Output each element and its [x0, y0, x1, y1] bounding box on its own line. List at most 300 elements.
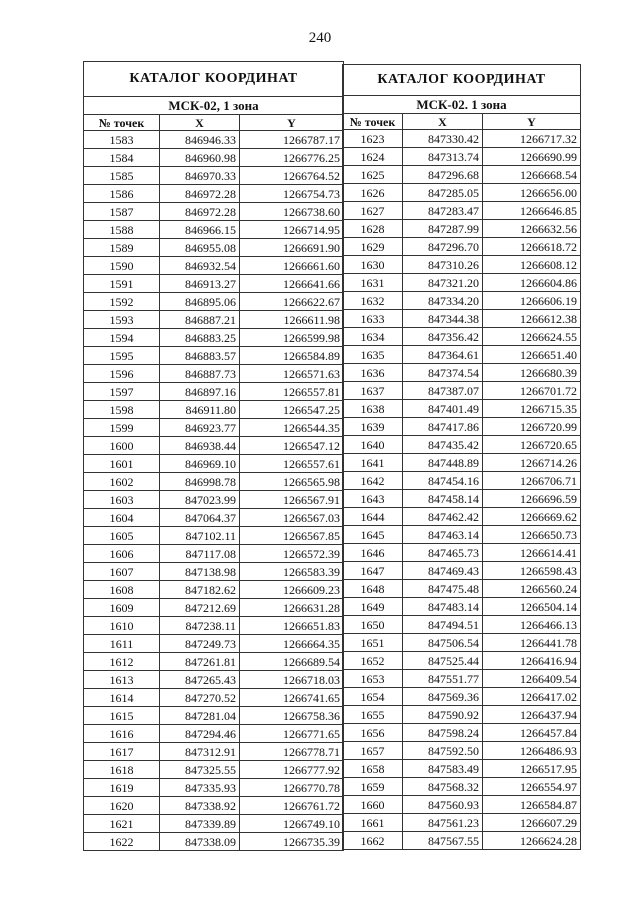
point-number-cell: 1638 [343, 400, 403, 418]
y-coordinate-cell: 1266651.40 [483, 346, 581, 364]
x-coordinate-cell: 847270.52 [160, 689, 240, 707]
point-number-cell: 1628 [343, 220, 403, 238]
point-number-cell: 1655 [343, 706, 403, 724]
point-number-cell: 1586 [84, 185, 160, 203]
x-coordinate-cell: 847064.37 [160, 509, 240, 527]
table-row [84, 131, 344, 149]
y-coordinate-cell: 1266787.17 [240, 131, 344, 149]
table-row [343, 364, 581, 382]
x-coordinate-cell: 847182.62 [160, 581, 240, 599]
y-coordinate-cell: 1266504.14 [483, 598, 581, 616]
x-coordinate-cell: 847283.47 [403, 202, 483, 220]
point-number-cell: 1591 [84, 275, 160, 293]
point-number-cell: 1584 [84, 149, 160, 167]
y-coordinate-cell: 1266680.39 [483, 364, 581, 382]
x-coordinate-cell: 847330.42 [403, 130, 483, 148]
x-coordinate-cell: 846972.28 [160, 185, 240, 203]
table-row [84, 779, 344, 797]
point-number-cell: 1598 [84, 401, 160, 419]
x-coordinate-cell: 847475.48 [403, 580, 483, 598]
y-coordinate-cell: 1266567.03 [240, 509, 344, 527]
point-number-cell: 1597 [84, 383, 160, 401]
point-number-cell: 1629 [343, 238, 403, 256]
coordinate-system-label: МСК-02, 1 зона [84, 97, 344, 115]
point-number-cell: 1630 [343, 256, 403, 274]
table-row [343, 490, 581, 508]
x-coordinate-cell: 847567.55 [403, 832, 483, 850]
table-row [84, 617, 344, 635]
y-coordinate-cell: 1266604.86 [483, 274, 581, 292]
x-coordinate-cell: 847374.54 [403, 364, 483, 382]
point-number-cell: 1594 [84, 329, 160, 347]
table-row [84, 401, 344, 419]
y-coordinate-cell: 1266437.94 [483, 706, 581, 724]
x-coordinate-cell: 846938.44 [160, 437, 240, 455]
point-number-cell: 1603 [84, 491, 160, 509]
y-coordinate-cell: 1266646.85 [483, 202, 581, 220]
point-number-cell: 1644 [343, 508, 403, 526]
point-number-cell: 1606 [84, 545, 160, 563]
x-coordinate-cell: 847313.74 [403, 148, 483, 166]
point-number-cell: 1639 [343, 418, 403, 436]
table-row [84, 293, 344, 311]
x-coordinate-cell: 846932.54 [160, 257, 240, 275]
table-row [343, 526, 581, 544]
y-coordinate-cell: 1266714.26 [483, 454, 581, 472]
point-number-cell: 1661 [343, 814, 403, 832]
x-coordinate-cell: 846955.08 [160, 239, 240, 257]
table-row [84, 365, 344, 383]
table-row [84, 167, 344, 185]
y-coordinate-cell: 1266599.98 [240, 329, 344, 347]
x-coordinate-cell: 846883.25 [160, 329, 240, 347]
point-number-cell: 1617 [84, 743, 160, 761]
table-row [343, 382, 581, 400]
point-number-cell: 1585 [84, 167, 160, 185]
x-coordinate-cell: 846883.57 [160, 347, 240, 365]
x-coordinate-cell: 847469.43 [403, 562, 483, 580]
y-coordinate-cell: 1266706.71 [483, 472, 581, 490]
x-coordinate-cell: 847462.42 [403, 508, 483, 526]
x-coordinate-cell: 846895.06 [160, 293, 240, 311]
point-number-cell: 1610 [84, 617, 160, 635]
table-row [84, 257, 344, 275]
point-number-cell: 1614 [84, 689, 160, 707]
y-coordinate-cell: 1266701.72 [483, 382, 581, 400]
y-coordinate-cell: 1266761.72 [240, 797, 344, 815]
x-coordinate-cell: 847338.09 [160, 833, 240, 851]
y-coordinate-cell: 1266754.73 [240, 185, 344, 203]
point-number-cell: 1587 [84, 203, 160, 221]
table-row [343, 814, 581, 832]
table-row [84, 653, 344, 671]
column-header-x: X [403, 114, 483, 130]
point-number-cell: 1588 [84, 221, 160, 239]
y-coordinate-cell: 1266441.78 [483, 634, 581, 652]
table-row [84, 185, 344, 203]
y-coordinate-cell: 1266738.60 [240, 203, 344, 221]
x-coordinate-cell: 847583.49 [403, 760, 483, 778]
table-row [84, 833, 344, 851]
y-coordinate-cell: 1266749.10 [240, 815, 344, 833]
y-coordinate-cell: 1266718.03 [240, 671, 344, 689]
x-coordinate-cell: 847569.36 [403, 688, 483, 706]
x-coordinate-cell: 846966.15 [160, 221, 240, 239]
point-number-cell: 1643 [343, 490, 403, 508]
y-coordinate-cell: 1266557.81 [240, 383, 344, 401]
point-number-cell: 1621 [84, 815, 160, 833]
point-number-cell: 1622 [84, 833, 160, 851]
point-number-cell: 1590 [84, 257, 160, 275]
point-number-cell: 1646 [343, 544, 403, 562]
table-row [84, 455, 344, 473]
point-number-cell: 1653 [343, 670, 403, 688]
point-number-cell: 1620 [84, 797, 160, 815]
x-coordinate-cell: 846970.33 [160, 167, 240, 185]
catalog-title: КАТАЛОГ КООРДИНАТ [343, 65, 581, 96]
coordinate-catalog-right [342, 64, 581, 850]
x-coordinate-cell: 847296.68 [403, 166, 483, 184]
table-row [84, 347, 344, 365]
y-coordinate-cell: 1266664.35 [240, 635, 344, 653]
x-coordinate-cell: 847561.23 [403, 814, 483, 832]
x-coordinate-cell: 847249.73 [160, 635, 240, 653]
point-number-cell: 1625 [343, 166, 403, 184]
point-number-cell: 1613 [84, 671, 160, 689]
x-coordinate-cell: 847483.14 [403, 598, 483, 616]
y-coordinate-cell: 1266584.87 [483, 796, 581, 814]
table-row [343, 130, 581, 148]
y-coordinate-cell: 1266691.90 [240, 239, 344, 257]
x-coordinate-cell: 847325.55 [160, 761, 240, 779]
y-coordinate-cell: 1266735.39 [240, 833, 344, 851]
x-coordinate-cell: 846946.33 [160, 131, 240, 149]
y-coordinate-cell: 1266714.95 [240, 221, 344, 239]
point-number-cell: 1651 [343, 634, 403, 652]
y-coordinate-cell: 1266560.24 [483, 580, 581, 598]
table-row [343, 724, 581, 742]
table-row [343, 544, 581, 562]
table-row [84, 473, 344, 491]
coordinate-catalog-left [83, 61, 344, 851]
x-coordinate-cell: 847294.46 [160, 725, 240, 743]
point-number-cell: 1642 [343, 472, 403, 490]
table-row [343, 778, 581, 796]
x-coordinate-cell: 846923.77 [160, 419, 240, 437]
x-coordinate-cell: 847525.44 [403, 652, 483, 670]
y-coordinate-cell: 1266696.59 [483, 490, 581, 508]
point-number-cell: 1605 [84, 527, 160, 545]
point-number-cell: 1593 [84, 311, 160, 329]
point-number-cell: 1589 [84, 239, 160, 257]
point-number-cell: 1637 [343, 382, 403, 400]
y-coordinate-cell: 1266669.62 [483, 508, 581, 526]
point-number-cell: 1662 [343, 832, 403, 850]
table-row [84, 437, 344, 455]
y-coordinate-cell: 1266417.02 [483, 688, 581, 706]
x-coordinate-cell: 847310.26 [403, 256, 483, 274]
table-row [84, 383, 344, 401]
x-coordinate-cell: 847339.89 [160, 815, 240, 833]
y-coordinate-cell: 1266720.99 [483, 418, 581, 436]
point-number-cell: 1648 [343, 580, 403, 598]
table-row [343, 454, 581, 472]
y-coordinate-cell: 1266547.12 [240, 437, 344, 455]
table-row [343, 706, 581, 724]
table-row [84, 761, 344, 779]
column-header-x: X [160, 115, 240, 131]
y-coordinate-cell: 1266777.92 [240, 761, 344, 779]
table-row [84, 545, 344, 563]
point-number-cell: 1658 [343, 760, 403, 778]
table-row [84, 599, 344, 617]
point-number-cell: 1649 [343, 598, 403, 616]
point-number-cell: 1636 [343, 364, 403, 382]
table-row [343, 832, 581, 850]
point-number-cell: 1604 [84, 509, 160, 527]
y-coordinate-cell: 1266567.85 [240, 527, 344, 545]
table-row [343, 652, 581, 670]
x-coordinate-cell: 847590.92 [403, 706, 483, 724]
point-number-cell: 1640 [343, 436, 403, 454]
table-row [84, 743, 344, 761]
table-row [343, 580, 581, 598]
table-row [343, 328, 581, 346]
table-row [343, 274, 581, 292]
column-header-y: Y [483, 114, 581, 130]
table-row [343, 166, 581, 184]
y-coordinate-cell: 1266641.66 [240, 275, 344, 293]
x-coordinate-cell: 847465.73 [403, 544, 483, 562]
y-coordinate-cell: 1266606.19 [483, 292, 581, 310]
x-coordinate-cell: 846972.28 [160, 203, 240, 221]
table-row [343, 184, 581, 202]
y-coordinate-cell: 1266776.25 [240, 149, 344, 167]
x-coordinate-cell: 847238.11 [160, 617, 240, 635]
y-coordinate-cell: 1266409.54 [483, 670, 581, 688]
point-number-cell: 1607 [84, 563, 160, 581]
x-coordinate-cell: 847338.92 [160, 797, 240, 815]
x-coordinate-cell: 847598.24 [403, 724, 483, 742]
y-coordinate-cell: 1266608.12 [483, 256, 581, 274]
x-coordinate-cell: 846887.73 [160, 365, 240, 383]
y-coordinate-cell: 1266557.61 [240, 455, 344, 473]
x-coordinate-cell: 846913.27 [160, 275, 240, 293]
x-coordinate-cell: 847454.16 [403, 472, 483, 490]
x-coordinate-cell: 847458.14 [403, 490, 483, 508]
x-coordinate-cell: 847334.20 [403, 292, 483, 310]
point-number-cell: 1619 [84, 779, 160, 797]
table-row [84, 563, 344, 581]
x-coordinate-cell: 847435.42 [403, 436, 483, 454]
y-coordinate-cell: 1266517.95 [483, 760, 581, 778]
x-coordinate-cell: 846969.10 [160, 455, 240, 473]
table-row [343, 148, 581, 166]
y-coordinate-cell: 1266571.63 [240, 365, 344, 383]
table-row [84, 149, 344, 167]
point-number-cell: 1611 [84, 635, 160, 653]
x-coordinate-cell: 847506.54 [403, 634, 483, 652]
table-row [343, 436, 581, 454]
table-row [343, 418, 581, 436]
x-coordinate-cell: 847364.61 [403, 346, 483, 364]
y-coordinate-cell: 1266598.43 [483, 562, 581, 580]
point-number-cell: 1608 [84, 581, 160, 599]
x-coordinate-cell: 847387.07 [403, 382, 483, 400]
point-number-cell: 1609 [84, 599, 160, 617]
table-row [343, 796, 581, 814]
point-number-cell: 1631 [343, 274, 403, 292]
point-number-cell: 1623 [343, 130, 403, 148]
x-coordinate-cell: 847551.77 [403, 670, 483, 688]
point-number-cell: 1601 [84, 455, 160, 473]
table-row [343, 202, 581, 220]
table-row [343, 400, 581, 418]
y-coordinate-cell: 1266544.35 [240, 419, 344, 437]
table-row [84, 797, 344, 815]
x-coordinate-cell: 847335.93 [160, 779, 240, 797]
table-row [84, 419, 344, 437]
table-row [343, 346, 581, 364]
point-number-cell: 1657 [343, 742, 403, 760]
table-row [343, 508, 581, 526]
y-coordinate-cell: 1266486.93 [483, 742, 581, 760]
table-row [84, 329, 344, 347]
point-number-cell: 1650 [343, 616, 403, 634]
table-row [343, 472, 581, 490]
column-header-point: № точек [343, 114, 403, 130]
x-coordinate-cell: 847568.32 [403, 778, 483, 796]
point-number-cell: 1632 [343, 292, 403, 310]
table-row [84, 671, 344, 689]
point-number-cell: 1656 [343, 724, 403, 742]
point-number-cell: 1595 [84, 347, 160, 365]
x-coordinate-cell: 847592.50 [403, 742, 483, 760]
y-coordinate-cell: 1266758.36 [240, 707, 344, 725]
table-row [343, 670, 581, 688]
table-row [343, 292, 581, 310]
y-coordinate-cell: 1266741.65 [240, 689, 344, 707]
table-row [84, 689, 344, 707]
y-coordinate-cell: 1266612.38 [483, 310, 581, 328]
y-coordinate-cell: 1266771.65 [240, 725, 344, 743]
x-coordinate-cell: 847285.05 [403, 184, 483, 202]
y-coordinate-cell: 1266651.83 [240, 617, 344, 635]
table-row [343, 598, 581, 616]
y-coordinate-cell: 1266567.91 [240, 491, 344, 509]
y-coordinate-cell: 1266416.94 [483, 652, 581, 670]
point-number-cell: 1627 [343, 202, 403, 220]
y-coordinate-cell: 1266717.32 [483, 130, 581, 148]
table-row [343, 238, 581, 256]
x-coordinate-cell: 847117.08 [160, 545, 240, 563]
point-number-cell: 1635 [343, 346, 403, 364]
point-number-cell: 1652 [343, 652, 403, 670]
point-number-cell: 1615 [84, 707, 160, 725]
point-number-cell: 1624 [343, 148, 403, 166]
y-coordinate-cell: 1266668.54 [483, 166, 581, 184]
x-coordinate-cell: 847296.70 [403, 238, 483, 256]
column-header-y: Y [240, 115, 344, 131]
y-coordinate-cell: 1266547.25 [240, 401, 344, 419]
point-number-cell: 1618 [84, 761, 160, 779]
y-coordinate-cell: 1266565.98 [240, 473, 344, 491]
point-number-cell: 1641 [343, 454, 403, 472]
table-row [343, 220, 581, 238]
table-row [84, 221, 344, 239]
y-coordinate-cell: 1266690.99 [483, 148, 581, 166]
x-coordinate-cell: 847321.20 [403, 274, 483, 292]
coordinate-system-label: МСК-02. 1 зона [343, 96, 581, 114]
x-coordinate-cell: 846998.78 [160, 473, 240, 491]
x-coordinate-cell: 847102.11 [160, 527, 240, 545]
point-number-cell: 1583 [84, 131, 160, 149]
table-row [343, 760, 581, 778]
table-row [84, 815, 344, 833]
point-number-cell: 1659 [343, 778, 403, 796]
y-coordinate-cell: 1266764.52 [240, 167, 344, 185]
y-coordinate-cell: 1266572.39 [240, 545, 344, 563]
point-number-cell: 1599 [84, 419, 160, 437]
x-coordinate-cell: 846887.21 [160, 311, 240, 329]
x-coordinate-cell: 847560.93 [403, 796, 483, 814]
x-coordinate-cell: 846960.98 [160, 149, 240, 167]
table-row [343, 688, 581, 706]
table-row [343, 742, 581, 760]
point-number-cell: 1612 [84, 653, 160, 671]
page-number: 240 [308, 30, 332, 46]
y-coordinate-cell: 1266715.35 [483, 400, 581, 418]
y-coordinate-cell: 1266656.00 [483, 184, 581, 202]
y-coordinate-cell: 1266624.55 [483, 328, 581, 346]
point-number-cell: 1592 [84, 293, 160, 311]
y-coordinate-cell: 1266632.56 [483, 220, 581, 238]
y-coordinate-cell: 1266720.65 [483, 436, 581, 454]
point-number-cell: 1647 [343, 562, 403, 580]
point-number-cell: 1626 [343, 184, 403, 202]
table-row [84, 203, 344, 221]
x-coordinate-cell: 847281.04 [160, 707, 240, 725]
table-row [84, 581, 344, 599]
x-coordinate-cell: 847261.81 [160, 653, 240, 671]
x-coordinate-cell: 847401.49 [403, 400, 483, 418]
point-number-cell: 1645 [343, 526, 403, 544]
table-row [84, 527, 344, 545]
table-row [84, 725, 344, 743]
x-coordinate-cell: 847417.86 [403, 418, 483, 436]
x-coordinate-cell: 847494.51 [403, 616, 483, 634]
table-row [84, 491, 344, 509]
y-coordinate-cell: 1266554.97 [483, 778, 581, 796]
table-row [84, 239, 344, 257]
x-coordinate-cell: 847265.43 [160, 671, 240, 689]
y-coordinate-cell: 1266661.60 [240, 257, 344, 275]
table-row [84, 635, 344, 653]
x-coordinate-cell: 847463.14 [403, 526, 483, 544]
y-coordinate-cell: 1266609.23 [240, 581, 344, 599]
table-row [84, 311, 344, 329]
table-row [343, 616, 581, 634]
x-coordinate-cell: 846911.80 [160, 401, 240, 419]
table-row [84, 707, 344, 725]
x-coordinate-cell: 846897.16 [160, 383, 240, 401]
y-coordinate-cell: 1266624.28 [483, 832, 581, 850]
column-header-point: № точек [84, 115, 160, 131]
y-coordinate-cell: 1266466.13 [483, 616, 581, 634]
table-row [343, 562, 581, 580]
y-coordinate-cell: 1266584.89 [240, 347, 344, 365]
table-row [343, 634, 581, 652]
